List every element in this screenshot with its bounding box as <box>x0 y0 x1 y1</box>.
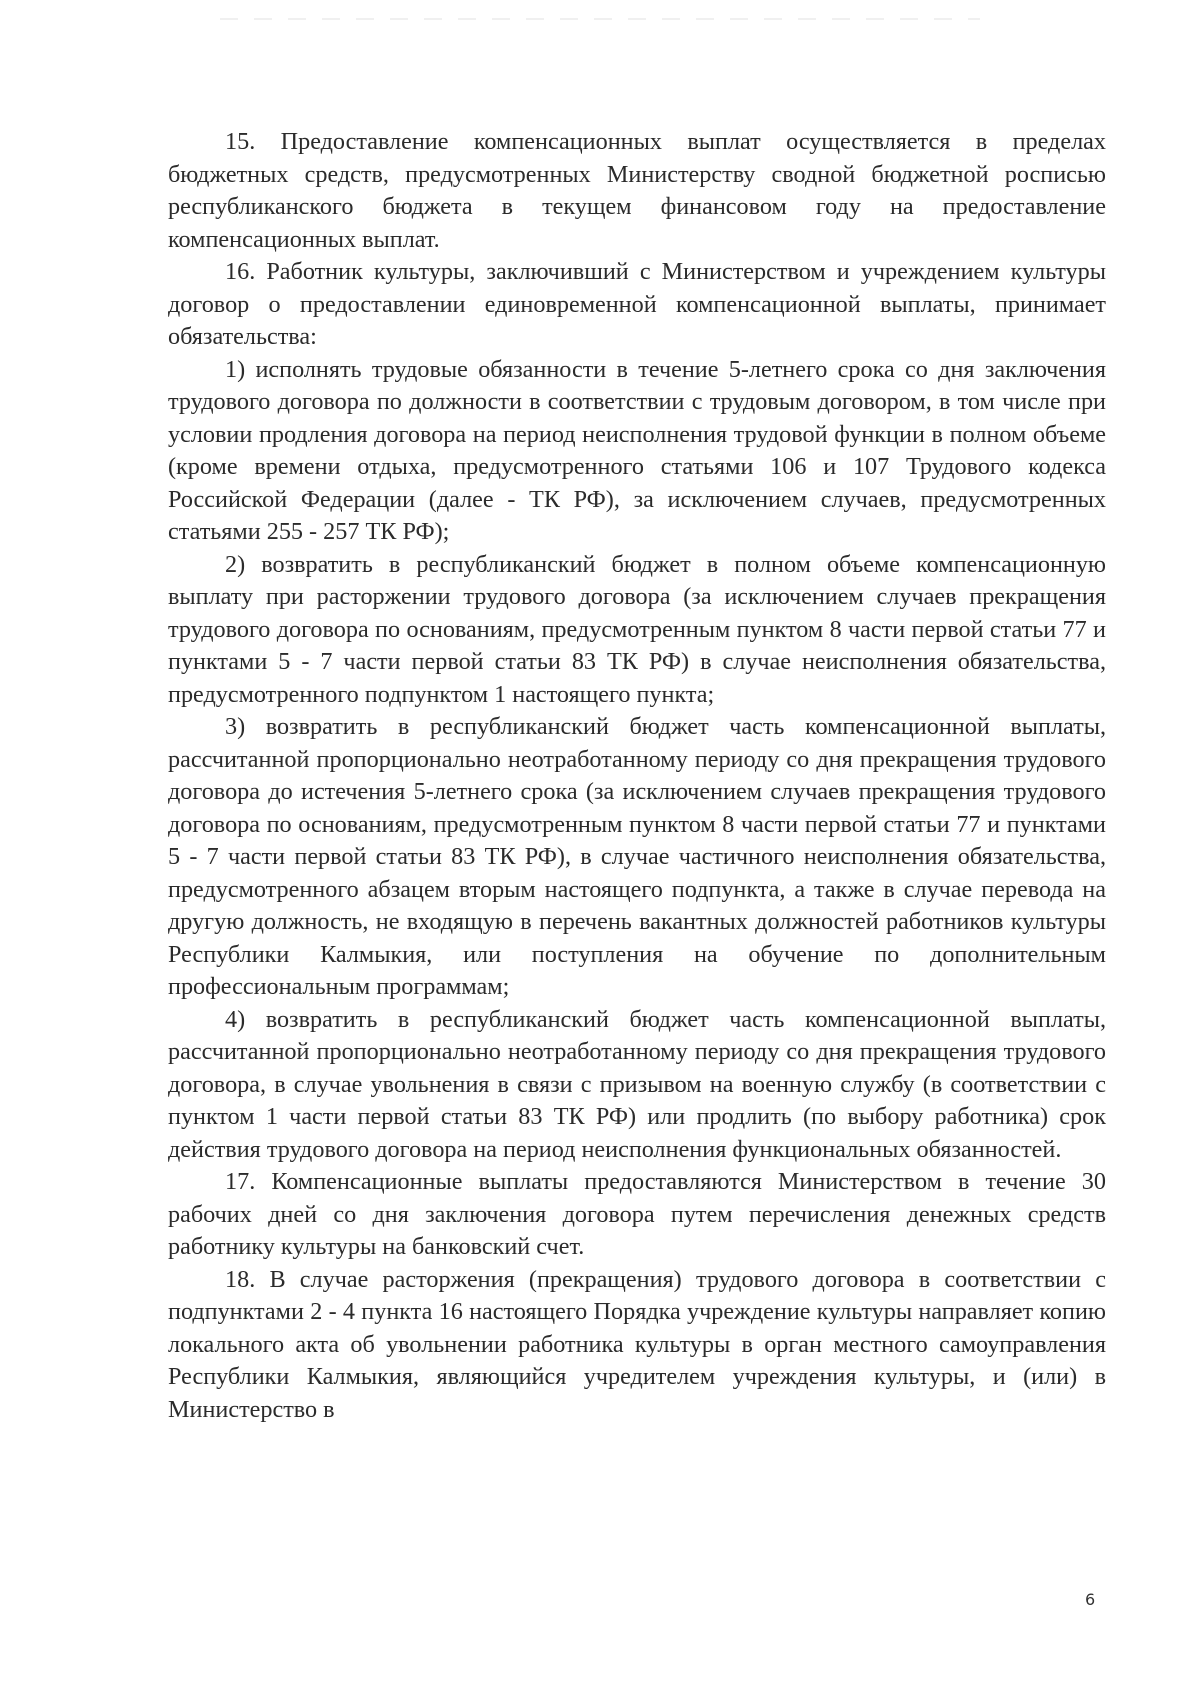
scan-artifact <box>220 18 980 20</box>
subparagraph-16-4: 4) возвратить в республиканский бюджет часть компенсационной выплаты, рассчитанной пропорционально неотработанному периоду со дня прекращения трудового договора, в случае увольнения в связи с призывом на военную службу (в соответствии с пунктом 1 части первой статьи 83 ТК РФ) или продлить (по выбору работника) срок действия трудового договора на период неисполнения функциональных обязанностей. <box>168 1005 1106 1163</box>
paragraph-16: 16. Работник культуры, заключивший с Министерством и учреждением культуры договор о предоставлении единовременной компенсационной выплаты, принимает обязательства: <box>168 258 1106 350</box>
paragraph-15: 15. Предоставление компенсационных выплат осуществляется в пределах бюджетных средств, предусмотренных Министерству сводной бюджетной росписью республиканского бюджета в текущем финансовом году на предоставление компенсационных выплат. <box>168 128 1106 253</box>
subparagraph-16-2: 2) возвратить в республиканский бюджет в полном объеме компенсационную выплату при расторжении трудового договора (за исключением случаев прекращения трудового договора по основаниям, предусмотренным пунктом 8 части первой статьи 77 и пунктами 5 - 7 части первой статьи 83 ТК РФ) в случае неисполнения обязательства, предусмотренного подпунктом 1 настоящего пункта; <box>168 550 1106 708</box>
paragraph-17: 17. Компенсационные выплаты предоставляются Министерством в течение 30 рабочих дней со дня заключения договора путем перечисления денежных средств работнику культуры на банковский счет. <box>168 1168 1106 1260</box>
paragraph-18: 18. В случае расторжения (прекращения) трудового договора в соответствии с подпунктами 2 - 4 пункта 16 настоящего Порядка учреждение культуры направляет копию локального акта об увольнении работника культуры в орган местного самоуправления Республики Калмыкия, являющийся учредителем учреждения культуры, и (или) в Министерство в <box>168 1265 1106 1423</box>
subparagraph-16-1: 1) исполнять трудовые обязанности в течение 5-летнего срока со дня заключения трудового договора по должности в соответствии с трудовым договором, в том числе при условии продления договора на период неисполнения трудовой функции в полном объеме (кроме времени отдыха, предусмотренного статьями 106 и 107 Трудового кодекса Российской Федерации (далее - ТК РФ), за исключением случаев, предусмотренных статьями 255 - 257 ТК РФ); <box>168 355 1106 545</box>
document-body <box>168 126 1106 1426</box>
subparagraph-16-3: 3) возвратить в республиканский бюджет часть компенсационной выплаты, рассчитанной пропорционально неотработанному периоду со дня прекращения трудового договора до истечения 5-летнего срока (за исключением случаев прекращения трудового договора по основаниям, предусмотренным пунктом 8 части первой статьи 77 и пунктами 5 - 7 части первой статьи 83 ТК РФ), в случае частичного неисполнения обязательства, предусмотренного абзацем вторым настоящего подпункта, а также в случае перевода на другую должность, не входящую в перечень вакантных должностей работников культуры Республики Калмыкия, или поступления на обучение по дополнительным профессиональным программам; <box>168 713 1106 1000</box>
page-number: 6 <box>1085 1590 1096 1609</box>
